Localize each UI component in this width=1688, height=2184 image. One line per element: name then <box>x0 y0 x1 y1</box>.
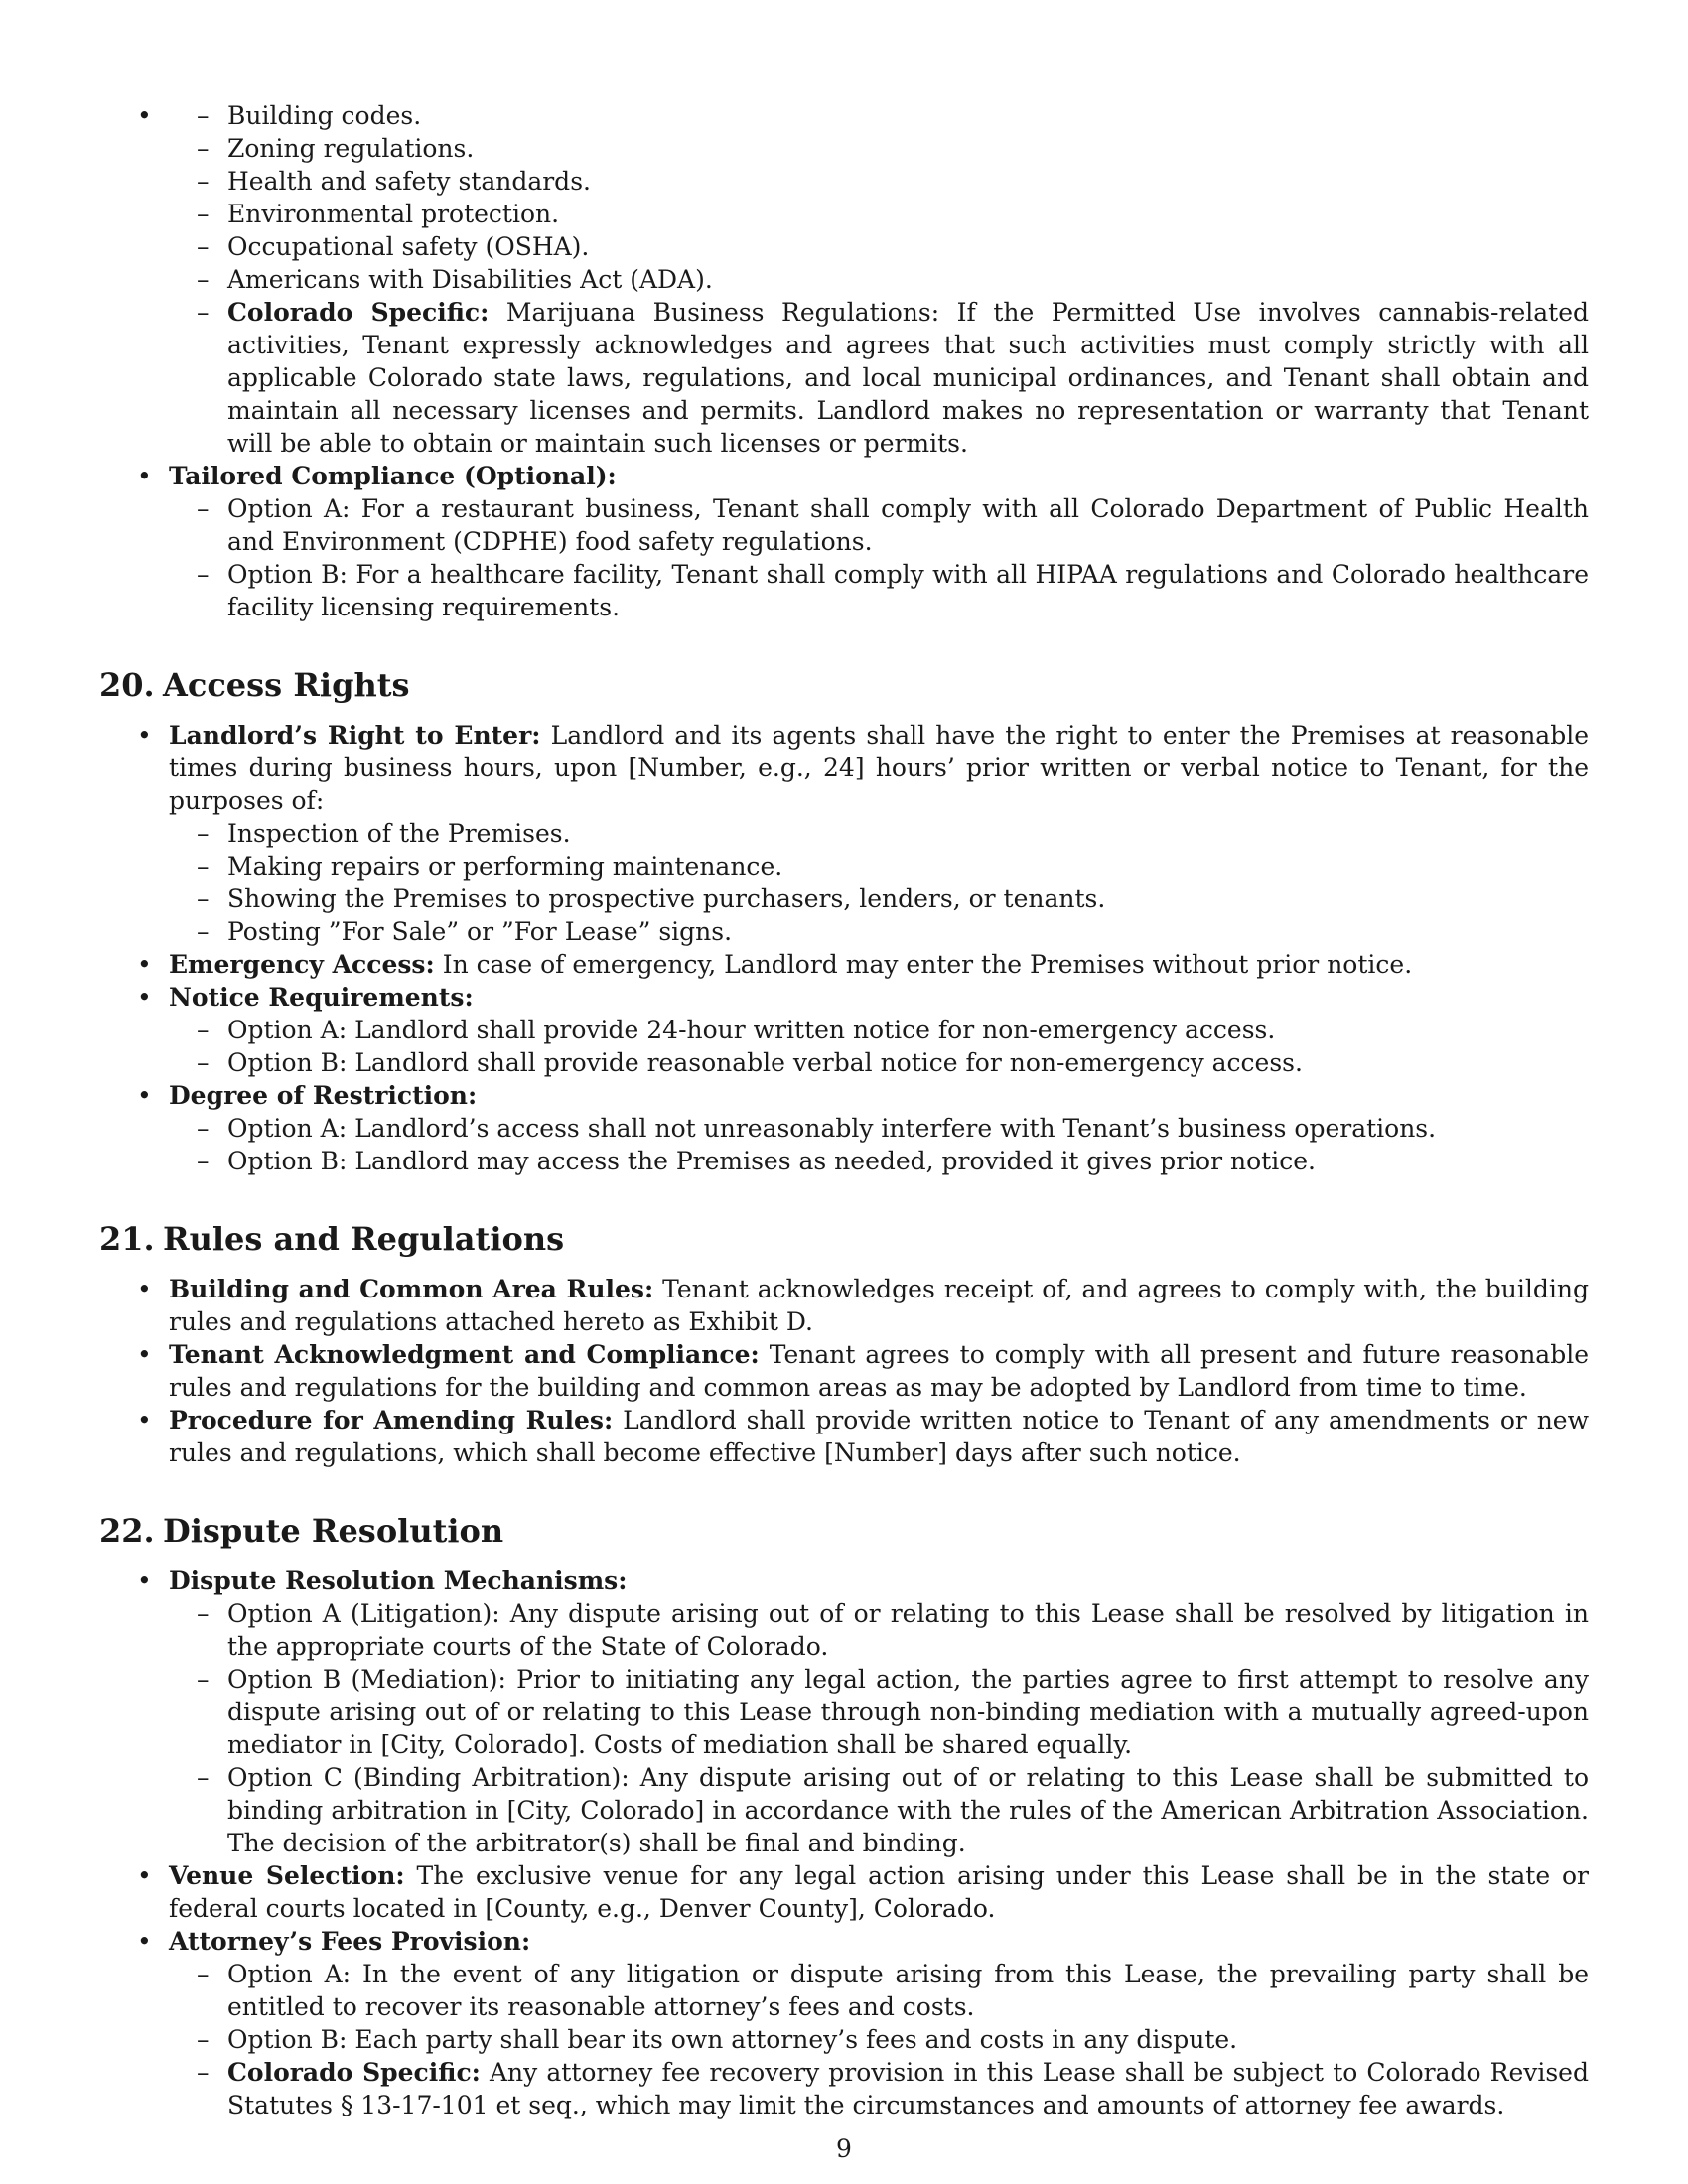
bullet-label: Building and Common Area Rules: <box>169 1275 654 1303</box>
list-item <box>99 1273 1589 1338</box>
sub-list <box>169 492 1589 623</box>
sub-item-text: Showing the Premises to prospective purchasers, lenders, or tenants. <box>227 885 1106 913</box>
bullet-body: Tenant agrees to comply with all present and future reasonable rules and regulations for the building and common areas as may be adopted by Landlord from time to time. <box>169 1340 1589 1402</box>
sections-container <box>99 665 1589 2121</box>
section-number: 20. <box>99 666 155 704</box>
sub-item-text: Option C (Binding Arbitration): Any dispute arising out of or relating to this Lease shall be submitted to binding arbitration in [City, Colorado] in accordance with the rules of the American Arbitration Association. The decision of the arbitrator(s) shall be final and binding. <box>227 1763 1589 1857</box>
bullet-label: Dispute Resolution Mechanisms: <box>169 1567 628 1595</box>
bullet-text <box>169 981 1589 1014</box>
sub-item-text: Occupational safety (OSHA). <box>227 232 590 261</box>
sub-list-item <box>99 1958 1589 2023</box>
sub-list-item <box>99 1761 1589 1859</box>
sub-list-item <box>99 198 1589 230</box>
sub-item-text: Inspection of the Premises. <box>227 819 571 848</box>
list-item <box>99 1565 1589 1859</box>
sub-list-item <box>99 2023 1589 2056</box>
bullet-body: In case of emergency, Landlord may enter the Premises without prior notice. <box>442 950 1413 979</box>
sub-list-item <box>99 132 1589 165</box>
sub-list-item <box>99 558 1589 623</box>
sub-list-item <box>99 2056 1589 2121</box>
sub-item-text: Marijuana Business Regulations: If the Permitted Use involves cannabis-related activities, Tenant expressly acknowledges and agrees that such activities must comply strictly with all applicable Colorado state laws, regulations, and local municipal ordinances, and Tenant shall obtain and maintain all necessary licenses and permits. Landlord makes no representation or warranty that Tenant will be able to obtain or maintain such licenses or permits. <box>227 298 1589 458</box>
section-title-text: Rules and Regulations <box>163 1220 565 1258</box>
section-title-text: Access Rights <box>163 666 410 704</box>
bullet-body: Landlord shall provide written notice to Tenant of any amendments or new rules and regulations, which shall become effective [Number] days after such notice. <box>169 1406 1589 1467</box>
sub-item-text: Health and safety standards. <box>227 167 591 196</box>
bullet-label: Procedure for Amending Rules: <box>169 1406 614 1434</box>
section-heading <box>99 665 1589 705</box>
sub-item-text: Option B (Mediation): Prior to initiating any legal action, the parties agree to first attempt to resolve any dispute arising out of or relating to this Lease through non-binding mediation with a mutually agreed-upon mediator in [City, Colorado]. Costs of mediation shall be shared equally. <box>227 1665 1589 1759</box>
sub-item-text: Building codes. <box>227 101 422 130</box>
bullet-text <box>169 948 1589 981</box>
bullet-body: Landlord and its agents shall have the right to enter the Premises at reasonable times during business hours, upon [Number, e.g., 24] hours’ prior written or verbal notice to Tenant, for the purposes of: <box>169 721 1589 815</box>
list-item <box>99 1925 1589 2121</box>
sub-list-item <box>99 230 1589 263</box>
sub-item-label: Colorado Specific: <box>227 2058 481 2087</box>
sub-list-item <box>99 263 1589 296</box>
sub-list <box>169 99 1589 460</box>
sub-list <box>169 817 1589 948</box>
bullet-text <box>169 1404 1589 1469</box>
bullet-label: Tenant Acknowledgment and Compliance: <box>169 1340 760 1369</box>
sub-item-text: Option A: Landlord’s access shall not unreasonably interfere with Tenant’s business operations. <box>227 1114 1437 1143</box>
sub-item-text: Posting ”For Sale” or ”For Lease” signs. <box>227 917 733 946</box>
section-number: 22. <box>99 1512 155 1550</box>
sub-list <box>169 1958 1589 2121</box>
bullet-text <box>169 1859 1589 1925</box>
bullet-label: Tailored Compliance (Optional): <box>169 462 617 490</box>
list-item <box>99 719 1589 948</box>
bullet-label: Venue Selection: <box>169 1861 405 1890</box>
sub-item-text: Option A: Landlord shall provide 24-hour written notice for non-emergency access. <box>227 1016 1276 1044</box>
section-22 <box>99 1511 1589 2121</box>
bullet-label: Notice Requirements: <box>169 983 474 1012</box>
sub-list-item <box>99 165 1589 198</box>
sub-list-item <box>99 1112 1589 1145</box>
bullet-body: The exclusive venue for any legal action arising under this Lease shall be in the state or federal courts located in [County, e.g., Denver County], Colorado. <box>169 1861 1589 1923</box>
bullet-text <box>169 1079 1589 1112</box>
sub-list-item <box>99 817 1589 850</box>
bullet-label: Attorney’s Fees Provision: <box>169 1927 531 1956</box>
bullet-label: Degree of Restriction: <box>169 1081 478 1110</box>
sub-item-text: Zoning regulations. <box>227 134 475 163</box>
list-item <box>99 1859 1589 1925</box>
bullet-label: Landlord’s Right to Enter: <box>169 721 541 750</box>
sub-list <box>169 1014 1589 1079</box>
sub-list-item <box>99 1663 1589 1761</box>
sub-item-text: Option B: Landlord shall provide reasonable verbal notice for non-emergency access. <box>227 1048 1303 1077</box>
list-item <box>99 1079 1589 1177</box>
sub-list-item <box>99 1597 1589 1663</box>
sub-item-text: Option B: For a healthcare facility, Tenant shall comply with all HIPAA regulations and Colorado healthcare facility licensing requirements. <box>227 560 1589 621</box>
list-item <box>99 460 1589 623</box>
sub-item-label: Colorado Specific: <box>227 298 490 327</box>
section-heading <box>99 1511 1589 1551</box>
sub-list-item <box>99 99 1589 132</box>
bullet-text <box>169 1565 1589 1597</box>
sub-item-text: Option A (Litigation): Any dispute arising out of or relating to this Lease shall be resolved by litigation in the appropriate courts of the State of Colorado. <box>227 1599 1589 1661</box>
section-list <box>99 1565 1589 2121</box>
page-number: 9 <box>836 2134 852 2163</box>
sub-item-text: Making repairs or performing maintenance. <box>227 852 783 881</box>
section-list <box>99 719 1589 1177</box>
sub-list <box>169 1597 1589 1859</box>
document-page <box>99 99 1589 2121</box>
sub-item-text: Environmental protection. <box>227 200 560 228</box>
bullet-text <box>169 1925 1589 1958</box>
sub-list-item <box>99 296 1589 460</box>
sub-item-text: Option A: In the event of any litigation or dispute arising from this Lease, the prevailing party shall be entitled to recover its reasonable attorney’s fees and costs. <box>227 1960 1589 2021</box>
sub-item-text: Americans with Disabilities Act (ADA). <box>227 265 713 294</box>
section-20 <box>99 665 1589 1177</box>
list-item <box>99 981 1589 1079</box>
section-21 <box>99 1219 1589 1469</box>
sub-list-item <box>99 915 1589 948</box>
sub-item-text: Any attorney fee recovery provision in this Lease shall be subject to Colorado Revised Statutes § 13-17-101 et seq., which may limit the circumstances and amounts of attorney fee awards. <box>227 2058 1589 2119</box>
bullet-label: Emergency Access: <box>169 950 435 979</box>
bullet-text <box>169 460 1589 492</box>
bullet-body: Tenant acknowledges receipt of, and agrees to comply with, the building rules and regulations attached hereto as Exhibit D. <box>169 1275 1589 1336</box>
list-item <box>99 1338 1589 1404</box>
sub-list-item <box>99 1145 1589 1177</box>
list-item <box>99 99 1589 460</box>
sub-list-item <box>99 883 1589 915</box>
bullet-text <box>169 719 1589 817</box>
section-heading <box>99 1219 1589 1259</box>
sub-item-text: Option B: Landlord may access the Premises as needed, provided it gives prior notice. <box>227 1147 1316 1175</box>
sub-list-item <box>99 492 1589 558</box>
sub-list <box>169 1112 1589 1177</box>
bullet-text <box>169 1338 1589 1404</box>
sub-item-text: Option A: For a restaurant business, Tenant shall comply with all Colorado Department of Public Health and Environment (CDPHE) food safety regulations. <box>227 494 1589 556</box>
sub-item-text: Option B: Each party shall bear its own attorney’s fees and costs in any dispute. <box>227 2025 1238 2054</box>
bullet-text <box>169 1273 1589 1338</box>
sub-list-item <box>99 850 1589 883</box>
sub-list-item <box>99 1014 1589 1046</box>
list-item <box>99 948 1589 981</box>
section-list <box>99 1273 1589 1469</box>
section-title-text: Dispute Resolution <box>163 1512 504 1550</box>
list-item <box>99 1404 1589 1469</box>
continuation-list <box>99 99 1589 623</box>
sub-list-item <box>99 1046 1589 1079</box>
section-number: 21. <box>99 1220 155 1258</box>
